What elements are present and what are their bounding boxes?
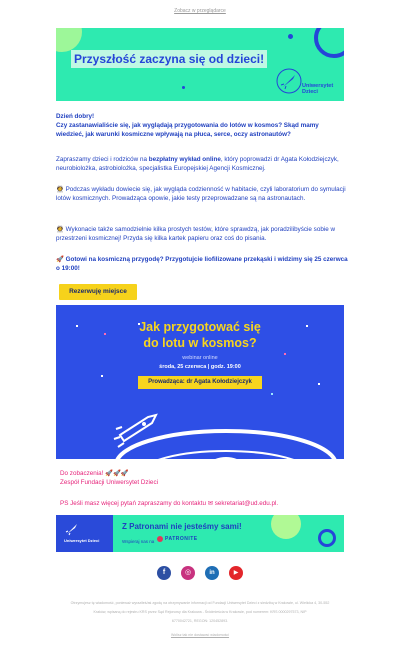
- webinar-title: [56, 319, 344, 351]
- p1-text: Zapraszamy dzieci i rodziców na: [56, 156, 149, 163]
- paragraph-1: [56, 155, 348, 173]
- webinar-subtitle: webinar online: [182, 355, 218, 361]
- header-banner: [56, 28, 344, 101]
- p1-text-end: , który poprowadzi dr Agata Kołodziejczyk, neurobiolożka, astrobiolożka, specjalistka Europejskiej Agencji Kosmicznej.: [56, 156, 339, 172]
- p4-text: Gotowi na kosmiczną przygodę? Przygotujcie liofilizowane przekąski i widzimy się 25 czerwca o 19:00!: [56, 256, 348, 272]
- banner-logo-text: Uniwersytet Dzieci: [302, 83, 334, 95]
- team-signature: Zespół Fundacji Uniwersytet Dzieci: [60, 479, 158, 486]
- decor-ring: [318, 529, 336, 547]
- decor-circle: [56, 28, 82, 52]
- p3-text: Wykonacie także samodzielnie kilka prostych testów, które sprawdzą, jak poradzilibyście sobie w przestrzeni kosmicznej! Przyda się kilka kartek papieru oraz coś do pisania.: [56, 226, 336, 242]
- planet-orbit-illustration: [56, 395, 344, 459]
- intro-question: Czy zastanawialiście się, jak wyglądają przygotowania do lotów w kosmos? Skąd mamy wiedzieć, jak warunki kosmiczne wpływają na płuca, serce, oczy astronautów?: [56, 122, 319, 138]
- webinar-banner[interactable]: [56, 305, 344, 459]
- p2-text: Podczas wykładu dowiecie się, jak wygląda codzienność w habitacie, czyli laboratorium do symulacji lotów kosmicznych. Prowadząca opowie, jakie testy przeprowadzane są na astronautach.: [56, 186, 346, 202]
- youtube-icon[interactable]: ▶: [229, 566, 243, 580]
- linkedin-icon[interactable]: in: [205, 566, 219, 580]
- footer-legal-2: Kraków, wpisaną do rejestru KRS przez Sąd Rejonowy dla Krakowa - Śródmieścia w Krakowie, pod numerem: KRS 0000297573, NIP: [93, 610, 307, 614]
- facebook-icon[interactable]: f: [157, 566, 171, 580]
- webinar-title-line1: Jak przygotować się: [139, 320, 261, 334]
- rocket-logo-icon: [64, 521, 80, 537]
- rocket-logo-icon: [276, 68, 302, 94]
- patronite-logo-icon: [157, 536, 163, 542]
- footer-legal-3: 6770042721, REGON: 120452893.: [171, 619, 229, 623]
- decor-dot: [288, 34, 293, 39]
- patronite-banner[interactable]: [56, 515, 344, 552]
- footer-legal-1: Otrzymujesz tę wiadomość, ponieważ wyraziłeś/aś zgodę na otrzymywanie informacji od Fundacji Uniwersytet Dzieci z siedzibą w Krakowie, ul. Wielicka 4, 30-552: [70, 601, 330, 605]
- intro-text: [56, 112, 348, 139]
- webinar-date: środa, 25 czerwca | godz. 19:00: [159, 364, 241, 370]
- greeting: Dzień dobry!: [56, 113, 95, 120]
- paragraph-3: [56, 225, 348, 243]
- view-in-browser-link[interactable]: Zobacz w przeglądarce: [174, 8, 226, 14]
- unsubscribe-link[interactable]: Wolisz tak nie dostawać wiadomości: [170, 633, 230, 637]
- social-links: [157, 566, 243, 580]
- astronaut-icon: 👩‍🚀: [56, 226, 64, 233]
- rocket-icon: 🚀: [56, 256, 64, 263]
- banner-headline: Przyszłość zaczyna się od dzieci!: [71, 50, 267, 68]
- decor-ring: [314, 28, 344, 58]
- p1-bold: bezpłatny wykład online: [148, 156, 221, 163]
- paragraph-4: [56, 255, 348, 273]
- paragraph-2: [56, 185, 348, 203]
- patronite-wordmark: PATRONITE: [165, 536, 198, 542]
- decor-circle: [271, 515, 301, 539]
- astronaut-icon: 👩‍🚀: [56, 186, 64, 193]
- support-text: Wspieraj nas na: [122, 539, 155, 544]
- banner2-logo-text: Uniwersytet Dzieci: [64, 538, 100, 543]
- star-decor: [318, 383, 320, 385]
- star-decor: [101, 375, 103, 377]
- instagram-icon[interactable]: ◎: [181, 566, 195, 580]
- webinar-host: Prowadząca: dr Agata Kołodziejczyk: [138, 376, 262, 389]
- reserve-seat-button[interactable]: Rezerwuję miejsce: [59, 284, 137, 300]
- ps-contact-note[interactable]: PS Jeśli masz więcej pytań zapraszamy do kontaktu ✉ sekretariat@ud.edu.pl.: [60, 500, 279, 507]
- decor-dot: [182, 86, 185, 89]
- closing-greeting: Do zobaczenia! 🚀🚀🚀: [60, 470, 129, 477]
- webinar-title-line2: do lotu w kosmos?: [143, 336, 257, 350]
- patrons-title: Z Patronami nie jesteśmy sami!: [122, 522, 242, 531]
